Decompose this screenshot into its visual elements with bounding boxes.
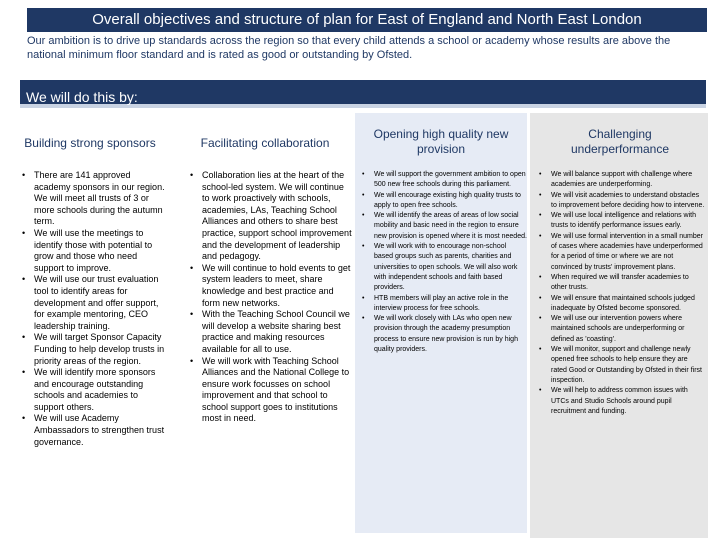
- list-item: • We will work closely with LAs who open new provision through the academy presumption process to ensure new provision is run by high quality providers.: [374, 314, 527, 355]
- list-item: • We will encourage existing high quality trusts to apply to open free schools.: [374, 191, 527, 212]
- list-item: • Collaboration lies at the heart of the school-led system. We will continue to work proactively with schools, academies, LAs, Teaching School Alliances and others to share best practice, support school improvement and the development of leadership and pedagogy.: [202, 170, 353, 263]
- list-item: • We will use Academy Ambassadors to strengthen trust governance.: [34, 413, 166, 448]
- list-item: • HTB members will play an active role in the interview process for free schools.: [374, 294, 527, 315]
- list-item: • We will help to address common issues with UTCs and Studio Schools around pupil recruitment and funding.: [551, 386, 705, 417]
- list-item: • We will identify more sponsors and encourage outstanding schools and academies to support others.: [34, 367, 166, 413]
- column-challenging-underperformance: [537, 170, 705, 530]
- column-building-sponsors: [20, 170, 166, 520]
- list-item: • We will monitor, support and challenge newly opened free schools to help ensure they are rated Good or Outstanding by Ofsted in their first inspection.: [551, 345, 705, 386]
- list-item: • We will balance support with challenge where academies are underperforming.: [551, 170, 705, 191]
- list-item: • We will support the government ambition to open 500 new free schools during this parliament.: [374, 170, 527, 191]
- list-item: • We will use our trust evaluation tool to identify areas for development and offer support, for example mentoring, CEO leadership training.: [34, 274, 166, 332]
- list-item: • We will identify the areas of areas of low social mobility and basic need in the region to ensure new provision is opened where it is most needed.: [374, 211, 527, 242]
- heading-opening-provision: Opening high quality new provision: [373, 127, 509, 156]
- list-item: • We will continue to hold events to get system leaders to meet, share knowledge and best practice and form new networks.: [202, 263, 353, 309]
- we-will-banner: We will do this by:: [20, 80, 706, 108]
- list-item: • We will use our intervention powers where maintained schools are underperforming or defined as 'coasting'.: [551, 314, 705, 345]
- list-item: • We will use formal intervention in a small number of cases where academies have underperformed for a period of time or where we are not convinced by trusts' improvement plans.: [551, 232, 705, 273]
- list-item: • We will ensure that maintained schools judged inadequate by Ofsted become sponsored.: [551, 294, 705, 315]
- page-title: Overall objectives and structure of plan for East of England and North East London: [27, 8, 707, 32]
- list-item: • We will visit academies to understand obstacles to improvement before deciding how to intervene.: [551, 191, 705, 212]
- heading-facilitating-collaboration: Facilitating collaboration: [200, 135, 330, 150]
- column-opening-provision: [360, 170, 527, 520]
- list-item: • With the Teaching School Council we will develop a website sharing best practice and making resources available for all to use.: [202, 309, 353, 355]
- intro-text: Our ambition is to drive up standards across the region so that every child attends a school or academy whose results are above the national minimum floor standard and is rated as good or outstanding by Ofsted.: [27, 35, 671, 61]
- list-item: • When required we will transfer academies to other trusts.: [551, 273, 705, 294]
- list-item: • We will use the meetings to identify those with potential to grow and those who need support to improve.: [34, 228, 166, 274]
- list-item: • We will work with Teaching School Alliances and the National College to ensure work focusses on school improvement and that school to school support goes to institutions most in need.: [202, 356, 353, 426]
- heading-challenging-underperformance: Challenging underperformance: [570, 127, 670, 156]
- heading-building-sponsors: Building strong sponsors: [24, 135, 156, 150]
- column-facilitating-collaboration: [188, 170, 353, 520]
- list-item: • We will target Sponsor Capacity Funding to help develop trusts in priority areas of the region.: [34, 332, 166, 367]
- list-item: • There are 141 approved academy sponsors in our region. We will meet all trusts of 3 or more schools during the autumn term.: [34, 170, 166, 228]
- list-item: • We will work with to encourage non-school based groups such as parents, charities and universities to open schools. We will also work with independent schools and faith based providers.: [374, 242, 527, 293]
- list-item: • We will use local intelligence and relations with trusts to identify performance issues early.: [551, 211, 705, 232]
